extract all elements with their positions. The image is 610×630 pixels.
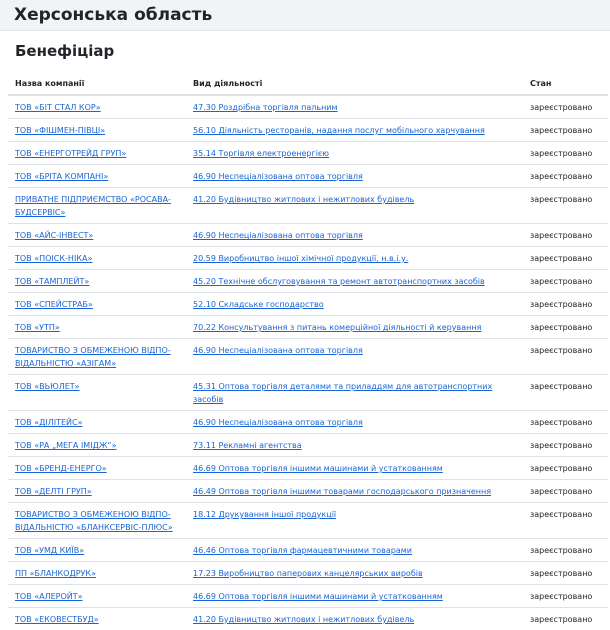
- company-link[interactable]: ТОВАРИСТВО З ОБМЕЖЕНОЮ ВІДПО-ВІДАЛЬНІСТЮ «АЗІГАМ»: [15, 346, 171, 368]
- activity-cell: [186, 562, 523, 585]
- activity-cell: [186, 457, 523, 480]
- activity-link[interactable]: 46.90 Неспеціалізована оптова торгівля: [193, 346, 363, 355]
- table-row: [8, 434, 608, 457]
- activity-cell: [186, 503, 523, 539]
- company-cell: [8, 434, 186, 457]
- company-cell: [8, 562, 186, 585]
- activity-cell: [186, 316, 523, 339]
- activity-link[interactable]: 46.90 Неспеціалізована оптова торгівля: [193, 172, 363, 181]
- activity-link[interactable]: 18.12 Друкування іншої продукції: [193, 510, 336, 519]
- table-row: [8, 165, 608, 188]
- table-row: [8, 585, 608, 608]
- status-cell: зареєстровано: [523, 316, 608, 339]
- company-cell: [8, 293, 186, 316]
- table-row: [8, 293, 608, 316]
- activity-cell: [186, 95, 523, 119]
- section-title: Бенефіціар: [0, 31, 610, 68]
- activity-link[interactable]: 73.11 Рекламні агентства: [193, 441, 302, 450]
- status-column-header: Стан: [523, 68, 608, 95]
- company-cell: [8, 142, 186, 165]
- status-cell: зареєстровано: [523, 293, 608, 316]
- activity-cell: [186, 293, 523, 316]
- activity-link[interactable]: 46.49 Оптова торгівля іншими товарами господарського призначення: [193, 487, 491, 496]
- company-cell: [8, 119, 186, 142]
- activity-cell: [186, 165, 523, 188]
- table-row: [8, 608, 608, 630]
- table-row: [8, 480, 608, 503]
- company-link[interactable]: ТОВ «ВЬЮЛЕТ»: [15, 382, 80, 391]
- company-cell: [8, 539, 186, 562]
- company-link[interactable]: ТОВ «ЕКОВЕСТБУД»: [15, 615, 99, 624]
- activity-link[interactable]: 47.30 Роздрібна торгівля пальним: [193, 103, 338, 112]
- status-cell: зареєстровано: [523, 247, 608, 270]
- region-title: Херсонська область: [14, 5, 212, 25]
- activity-cell: [186, 585, 523, 608]
- activity-cell: [186, 188, 523, 224]
- status-cell: зареєстровано: [523, 339, 608, 375]
- status-cell: зареєстровано: [523, 585, 608, 608]
- company-link[interactable]: ТОВ «ДІЛІТЕЙС»: [15, 418, 83, 427]
- company-link[interactable]: ТОВ «РА „МЕГА ІМІДЖ“»: [15, 441, 116, 450]
- table-row: [8, 95, 608, 119]
- activity-link[interactable]: 70.22 Консультування з питань комерційної діяльності й керування: [193, 323, 481, 332]
- company-link[interactable]: ТОВ «ЕНЕРГОТРЕЙД ГРУП»: [15, 149, 126, 158]
- table-row: [8, 539, 608, 562]
- activity-link[interactable]: 46.46 Оптова торгівля фармацевтичними товарами: [193, 546, 412, 555]
- company-link[interactable]: ТОВ «АЛЕРОЙТ»: [15, 592, 83, 601]
- activity-link[interactable]: 41.20 Будівництво житлових і нежитлових будівель: [193, 195, 414, 204]
- activity-link[interactable]: 45.20 Технічне обслуговування та ремонт автотранспортних засобів: [193, 277, 485, 286]
- company-cell: [8, 224, 186, 247]
- activity-cell: [186, 539, 523, 562]
- company-cell: [8, 247, 186, 270]
- table-row: [8, 503, 608, 539]
- status-cell: зареєстровано: [523, 188, 608, 224]
- activity-cell: [186, 247, 523, 270]
- activity-column-header: Вид діяльності: [186, 68, 523, 95]
- table-row: [8, 247, 608, 270]
- table-body: [8, 95, 608, 630]
- status-cell: зареєстровано: [523, 224, 608, 247]
- status-cell: зареєстровано: [523, 457, 608, 480]
- status-cell: зареєстровано: [523, 119, 608, 142]
- company-link[interactable]: ТОВ «ТАМПЛЕЙТ»: [15, 277, 89, 286]
- activity-cell: [186, 608, 523, 630]
- company-cell: [8, 95, 186, 119]
- company-cell: [8, 457, 186, 480]
- activity-cell: [186, 339, 523, 375]
- activity-cell: [186, 270, 523, 293]
- beneficiary-table: [8, 68, 608, 630]
- activity-link[interactable]: 46.69 Оптова торгівля іншими машинами й устаткованням: [193, 592, 443, 601]
- activity-cell: [186, 480, 523, 503]
- status-cell: зареєстровано: [523, 411, 608, 434]
- status-cell: зареєстровано: [523, 434, 608, 457]
- status-cell: зареєстровано: [523, 165, 608, 188]
- table-row: [8, 119, 608, 142]
- table-row: [8, 224, 608, 247]
- company-link[interactable]: ТОВ «ПОІСК-НІКА»: [15, 254, 92, 263]
- activity-link[interactable]: 20.59 Виробництво іншої хімічної продукції, н.в.і.у.: [193, 254, 408, 263]
- company-cell: [8, 608, 186, 630]
- region-header: [0, 0, 610, 31]
- company-cell: [8, 339, 186, 375]
- table-row: [8, 188, 608, 224]
- company-link[interactable]: ТОВ «ФІШМЕН-ПІВЦІ»: [15, 126, 105, 135]
- activity-link[interactable]: 17.23 Виробництво паперових канцелярських виробів: [193, 569, 423, 578]
- company-cell: [8, 585, 186, 608]
- company-link[interactable]: ПП «БЛАНКОДРУК»: [15, 569, 96, 578]
- table-row: [8, 375, 608, 411]
- activity-link[interactable]: 52.10 Складське господарство: [193, 300, 324, 309]
- activity-link[interactable]: 46.69 Оптова торгівля іншими машинами й устаткованням: [193, 464, 443, 473]
- activity-cell: [186, 224, 523, 247]
- table-row: [8, 411, 608, 434]
- table-row: [8, 457, 608, 480]
- company-cell: [8, 480, 186, 503]
- activity-cell: [186, 119, 523, 142]
- table-row: [8, 142, 608, 165]
- company-link[interactable]: ТОВ «АЙС-ІНВЕСТ»: [15, 231, 93, 240]
- company-cell: [8, 165, 186, 188]
- activity-cell: [186, 411, 523, 434]
- table-header-row: [8, 68, 608, 95]
- company-cell: [8, 316, 186, 339]
- status-cell: зареєстровано: [523, 95, 608, 119]
- company-link[interactable]: ТОВАРИСТВО З ОБМЕЖЕНОЮ ВІДПО-ВІДАЛЬНІСТЮ «БЛАНКСЕРВІС-ПЛЮС»: [15, 510, 173, 532]
- company-column-header: Назва компанії: [8, 68, 186, 95]
- status-cell: зареєстровано: [523, 539, 608, 562]
- status-cell: зареєстровано: [523, 375, 608, 411]
- activity-cell: [186, 375, 523, 411]
- activity-link[interactable]: 45.31 Оптова торгівля деталями та приладдям для автотранспортних засобів: [193, 382, 492, 404]
- company-cell: [8, 375, 186, 411]
- activity-link[interactable]: 56.10 Діяльність ресторанів, надання послуг мобільного харчування: [193, 126, 485, 135]
- status-cell: зареєстровано: [523, 608, 608, 630]
- activity-link[interactable]: 41.20 Будівництво житлових і нежитлових будівель: [193, 615, 414, 624]
- table-row: [8, 316, 608, 339]
- company-cell: [8, 188, 186, 224]
- status-cell: зареєстровано: [523, 480, 608, 503]
- company-link[interactable]: ТОВ «БРЕНД-ЕНЕРГО»: [15, 464, 107, 473]
- company-link[interactable]: ТОВ «СПЕЙСТРАБ»: [15, 300, 93, 309]
- company-link[interactable]: ТОВ «БРІТА КОМПАНІ»: [15, 172, 108, 181]
- company-link[interactable]: ТОВ «УТП»: [15, 323, 60, 332]
- table-row: [8, 562, 608, 585]
- status-cell: зареєстровано: [523, 270, 608, 293]
- activity-cell: [186, 142, 523, 165]
- table-row: [8, 339, 608, 375]
- company-link[interactable]: ПРИВАТНЕ ПІДПРИЄМСТВО «РОСАВА-БУДСЕРВІС»: [15, 195, 171, 217]
- company-cell: [8, 270, 186, 293]
- company-cell: [8, 411, 186, 434]
- table-row: [8, 270, 608, 293]
- activity-link[interactable]: 46.90 Неспеціалізована оптова торгівля: [193, 231, 363, 240]
- status-cell: зареєстровано: [523, 142, 608, 165]
- company-link[interactable]: ТОВ «УМД КИЇВ»: [15, 546, 84, 555]
- activity-link[interactable]: 35.14 Торгівля електроенергією: [193, 149, 329, 158]
- company-link[interactable]: ТОВ «БІТ СТАЛ КОР»: [15, 103, 101, 112]
- company-link[interactable]: ТОВ «ДЕЛТІ ГРУП»: [15, 487, 92, 496]
- status-cell: зареєстровано: [523, 562, 608, 585]
- status-cell: зареєстровано: [523, 503, 608, 539]
- company-cell: [8, 503, 186, 539]
- activity-link[interactable]: 46.90 Неспеціалізована оптова торгівля: [193, 418, 363, 427]
- activity-cell: [186, 434, 523, 457]
